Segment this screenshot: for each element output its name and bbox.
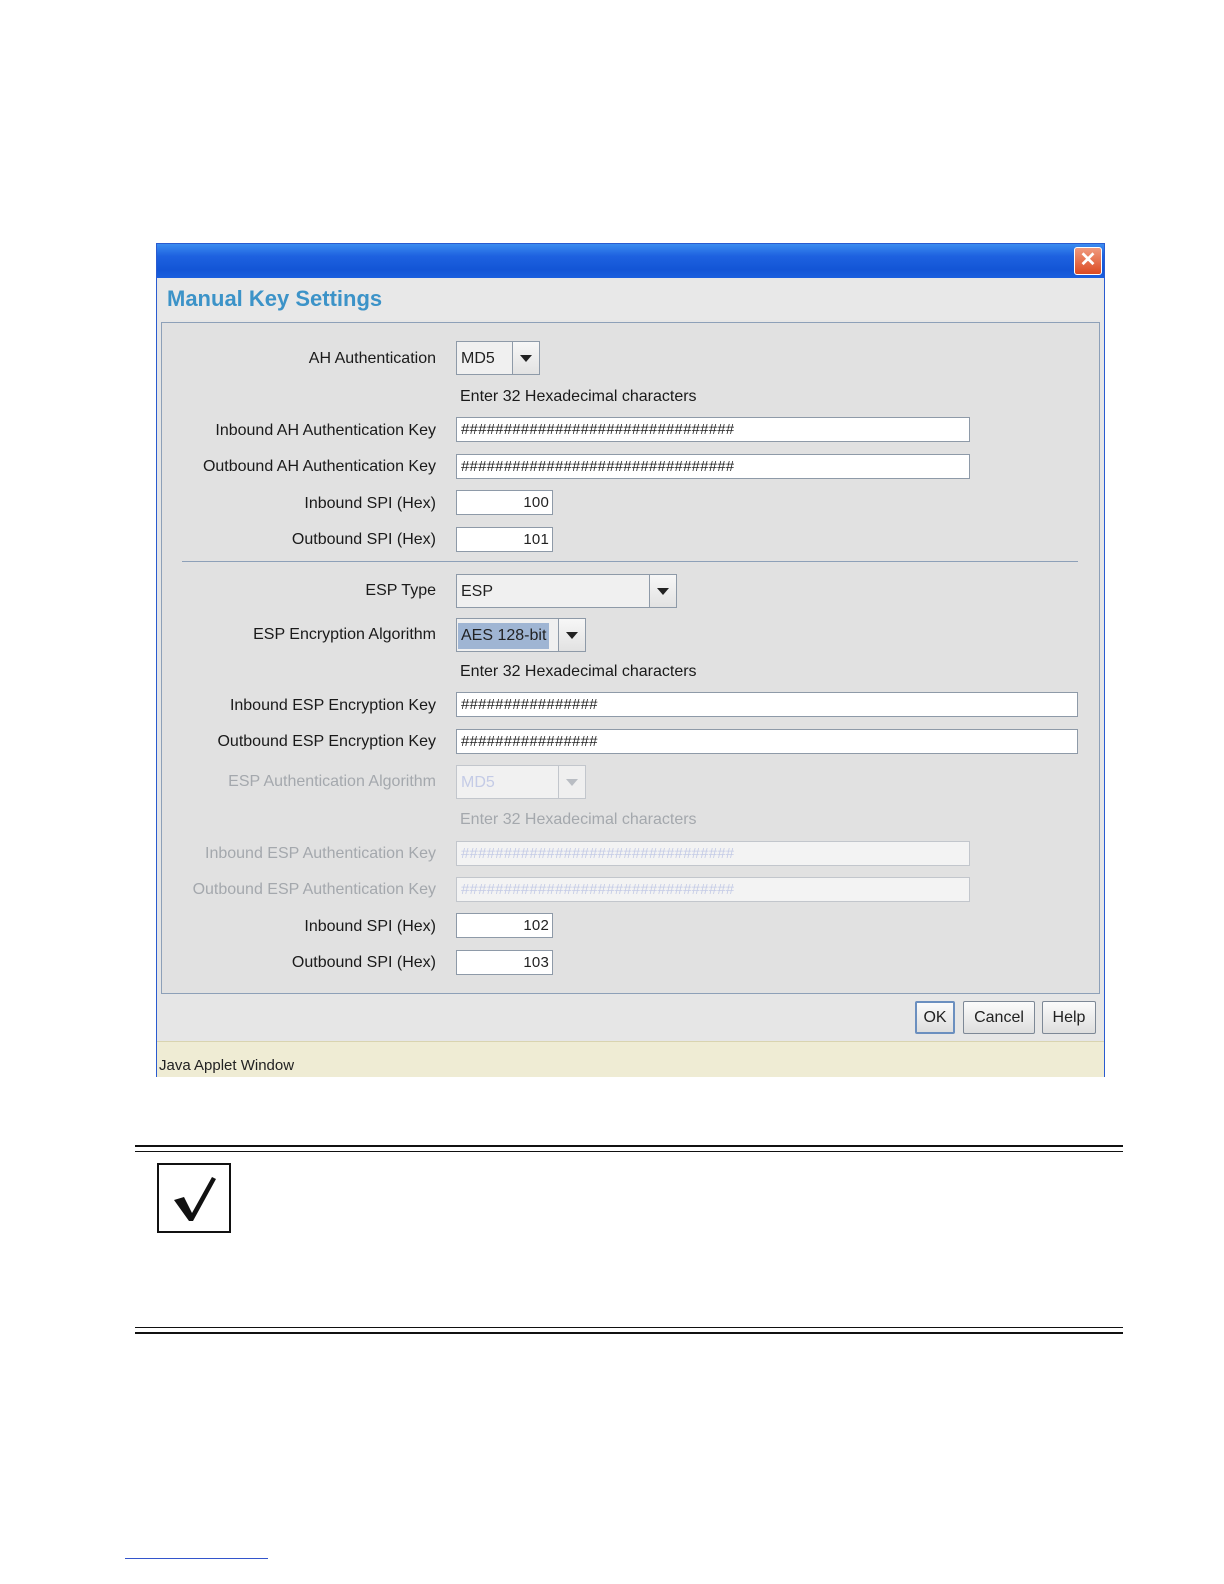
status-bar xyxy=(157,1041,1104,1077)
outbound-ah-key-input[interactable]: ################################ xyxy=(456,454,970,479)
note-top-rule xyxy=(135,1145,1123,1147)
esp-type-label: ESP Type xyxy=(365,582,436,599)
footer-link-underline xyxy=(125,1558,268,1559)
ah-authentication-label: AH Authentication xyxy=(308,350,436,367)
dialog-title: Manual Key Settings xyxy=(167,286,383,311)
esp-encryption-algorithm-select[interactable] xyxy=(456,618,586,652)
outbound-esp-encryption-key-label: Outbound ESP Encryption Key xyxy=(217,733,436,750)
inbound-esp-authentication-key-input: ################################ xyxy=(456,841,970,866)
esp-inbound-spi-input[interactable]: 102 xyxy=(456,913,553,938)
note-bottom-rule-thin xyxy=(135,1327,1123,1328)
chevron-down-icon[interactable] xyxy=(558,619,585,651)
ah-authentication-value: MD5 xyxy=(461,350,495,367)
ah-authentication-select[interactable] xyxy=(456,341,540,375)
inbound-ah-key-input[interactable]: ################################ xyxy=(456,417,970,442)
ah-inbound-spi-input[interactable]: 100 xyxy=(456,490,553,515)
outbound-esp-authentication-key-input: ################################ xyxy=(456,877,970,902)
ah-outbound-spi-label: Outbound SPI (Hex) xyxy=(291,531,436,548)
esp-outbound-spi-label: Outbound SPI (Hex) xyxy=(291,954,436,971)
esp-encryption-algorithm-value: AES 128-bit xyxy=(458,623,549,649)
esp-authentication-algorithm-value: MD5 xyxy=(461,774,495,791)
chevron-down-icon[interactable] xyxy=(649,575,676,607)
dialog-header xyxy=(159,278,1102,320)
esp-inbound-spi-label: Inbound SPI (Hex) xyxy=(304,918,436,935)
esp-type-value: ESP xyxy=(461,583,494,600)
inbound-esp-encryption-key-input[interactable]: ################ xyxy=(456,692,1078,717)
note-top-rule-thin xyxy=(135,1151,1123,1152)
window-titlebar[interactable] xyxy=(157,244,1104,278)
cancel-button[interactable]: Cancel xyxy=(963,1001,1035,1034)
inbound-esp-encryption-key-label: Inbound ESP Encryption Key xyxy=(229,697,436,714)
note-bottom-rule xyxy=(135,1332,1123,1334)
ok-button[interactable]: OK xyxy=(915,1001,955,1034)
esp-encryption-algorithm-label: ESP Encryption Algorithm xyxy=(253,626,436,643)
ah-outbound-spi-input[interactable]: 101 xyxy=(456,527,553,552)
checkmark-icon xyxy=(157,1163,231,1233)
manual-key-settings-dialog xyxy=(156,243,1105,1077)
esp-type-select[interactable] xyxy=(456,574,677,608)
esp-authentication-hint-text: Enter 32 Hexadecimal characters xyxy=(460,811,697,828)
chevron-down-icon xyxy=(558,766,585,798)
chevron-down-icon[interactable] xyxy=(512,342,539,374)
esp-authentication-algorithm-label: ESP Authentication Algorithm xyxy=(228,773,436,790)
esp-outbound-spi-input[interactable]: 103 xyxy=(456,950,553,975)
section-divider xyxy=(182,561,1078,562)
status-bar-text: Java Applet Window xyxy=(159,1057,295,1074)
esp-encryption-hint-text: Enter 32 Hexadecimal characters xyxy=(460,663,697,680)
outbound-esp-encryption-key-input[interactable]: ################ xyxy=(456,729,1078,754)
help-button[interactable]: Help xyxy=(1042,1001,1096,1034)
inbound-ah-key-label: Inbound AH Authentication Key xyxy=(215,422,436,439)
outbound-ah-key-label: Outbound AH Authentication Key xyxy=(202,458,436,475)
esp-authentication-algorithm-select xyxy=(456,765,586,799)
settings-panel xyxy=(161,322,1100,994)
close-icon[interactable]: ✕ xyxy=(1074,247,1102,275)
ah-hint-text: Enter 32 Hexadecimal characters xyxy=(460,388,697,405)
inbound-esp-authentication-key-label: Inbound ESP Authentication Key xyxy=(205,845,436,862)
ah-inbound-spi-label: Inbound SPI (Hex) xyxy=(304,495,436,512)
outbound-esp-authentication-key-label: Outbound ESP Authentication Key xyxy=(192,881,436,898)
